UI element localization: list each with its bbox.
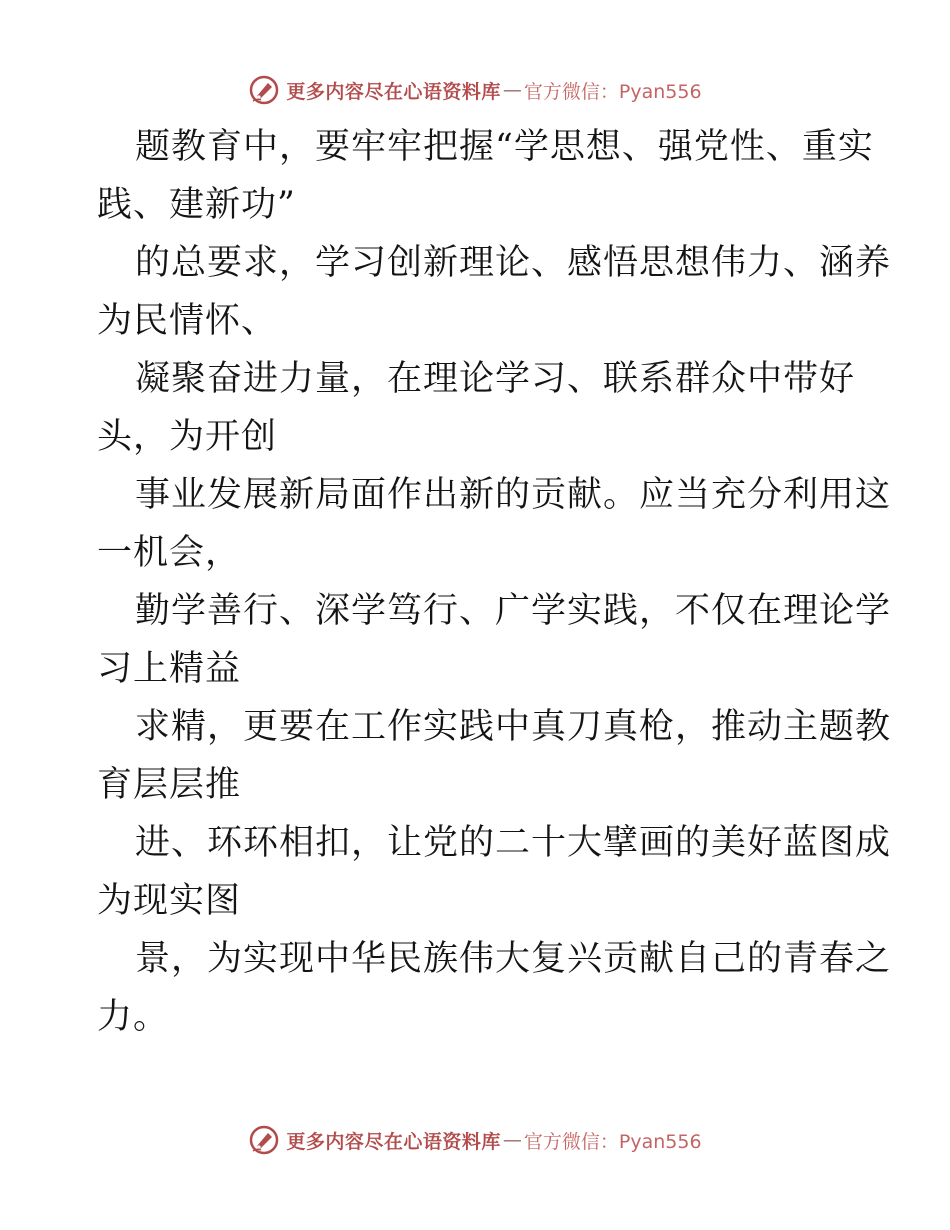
body-line: 题教育中，要牢牢把握“学思想、强党性、重实	[135, 127, 874, 167]
pen-nib-logo-icon	[248, 74, 280, 106]
body-line: 头，为开创	[97, 417, 278, 457]
banner-dash: —	[502, 1129, 522, 1151]
body-line: 育层层推	[97, 765, 242, 805]
body-line: 践、建新功”	[97, 185, 296, 225]
footer-banner	[0, 1120, 950, 1160]
banner-dash: —	[502, 79, 522, 101]
header-banner	[0, 70, 950, 110]
banner-title: 更多内容尽在心语资料库	[286, 1130, 501, 1153]
body-line: 一机会，	[97, 533, 242, 573]
body-line: 为民情怀、	[97, 301, 278, 341]
body-line: 进、环环相扣，让党的二十大擘画的美好蓝图成	[135, 823, 892, 863]
body-line: 求精，更要在工作实践中真刀真枪，推动主题教	[135, 707, 892, 747]
pen-nib-logo-icon	[248, 1124, 280, 1156]
body-line: 勤学善行、深学笃行、广学实践，不仅在理论学	[135, 591, 892, 631]
banner-wechat: 官方微信：Pyan556	[523, 1130, 702, 1153]
body-line: 事业发展新局面作出新的贡献。应当充分利用这	[135, 475, 892, 515]
document-body	[97, 118, 892, 1046]
body-line: 习上精益	[97, 649, 242, 689]
body-line: 景，为实现中华民族伟大复兴贡献自己的青春之	[135, 939, 892, 979]
body-line: 的总要求，学习创新理论、感悟思想伟力、涵养	[135, 243, 892, 283]
body-line: 为现实图	[97, 881, 242, 921]
body-line: 力。	[97, 997, 170, 1037]
banner-wechat: 官方微信：Pyan556	[523, 80, 702, 103]
body-line: 凝聚奋进力量，在理论学习、联系群众中带好	[135, 359, 856, 399]
banner-title: 更多内容尽在心语资料库	[286, 80, 501, 103]
